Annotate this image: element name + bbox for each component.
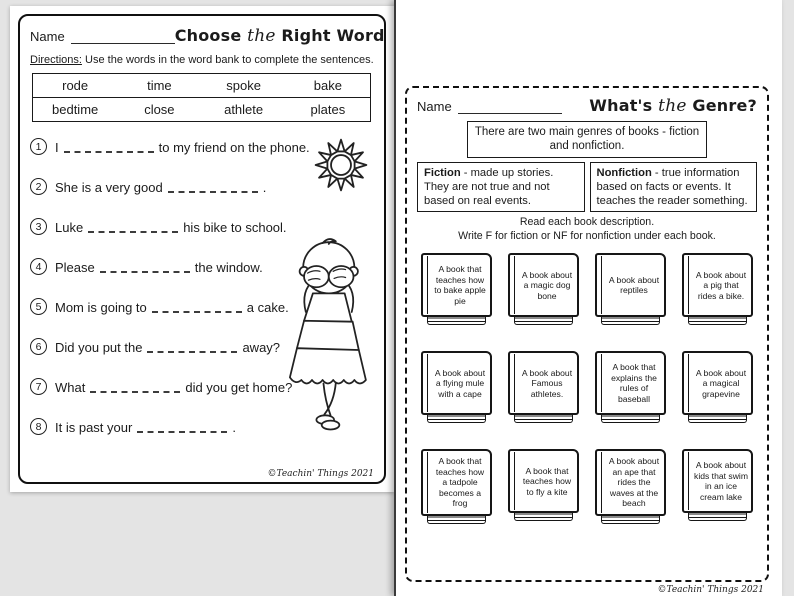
- sentence-blank: [152, 303, 242, 313]
- sentence-row: [30, 418, 374, 435]
- name-line: [458, 101, 562, 114]
- word-bank-cell: rode: [62, 78, 89, 93]
- title-word-tail: Right Word: [281, 26, 385, 45]
- book-item: [682, 253, 753, 325]
- sentence-blank: [147, 343, 237, 353]
- name-field: [417, 99, 562, 114]
- word-bank-cell: bedtime: [52, 102, 99, 117]
- sentence-text-before: Did you put the: [55, 340, 143, 355]
- sentence-number: 5: [30, 298, 47, 315]
- nonfiction-box: [590, 162, 758, 212]
- book-cover: A book about Famous athletes.: [508, 351, 579, 415]
- worksheet-whats-the-genre: [394, 0, 782, 596]
- word-bank-cell: athlete: [224, 102, 264, 117]
- instructions-line2: Write F for fiction or NF for nonfiction under each book.: [458, 229, 716, 242]
- book-item: [682, 351, 753, 423]
- sentence-text-before: It is past your: [55, 420, 133, 435]
- word-bank-row: [33, 74, 370, 97]
- book-cover: A book that teaches how a tadpole becomes a frog: [421, 449, 492, 515]
- book-cover: A book that teaches how to fly a kite: [508, 449, 579, 513]
- sentence-blank: [168, 183, 258, 193]
- title-word-lead: Choose: [174, 26, 242, 45]
- page-title: [589, 96, 757, 116]
- sentence-blank: [90, 383, 180, 393]
- intro-box: There are two main genres of books - fiction and nonfiction.: [467, 121, 707, 158]
- title-word-tail: Genre?: [692, 96, 757, 115]
- sentence-text-before: Luke: [55, 220, 84, 235]
- word-bank-cell: spoke: [226, 78, 261, 93]
- sentence-row: [30, 298, 374, 315]
- sentence-row: [30, 338, 374, 355]
- book-item: [595, 449, 666, 523]
- book-cover: A book that teaches how to bake apple pie: [421, 253, 492, 317]
- sentence-number: 3: [30, 218, 47, 235]
- name-line: [71, 31, 175, 44]
- word-bank-cell: time: [147, 78, 172, 93]
- fiction-box: [417, 162, 585, 212]
- sentence-text-before: Please: [55, 260, 95, 275]
- sentence-text-before: What: [55, 380, 86, 395]
- book-cover: A book that explains the rules of baseball: [595, 351, 666, 415]
- sentence-text-after: his bike to school.: [183, 220, 287, 235]
- directions-label: Directions:: [30, 54, 82, 66]
- book-item: [682, 449, 753, 523]
- right-header: [417, 96, 757, 116]
- book-item: [421, 253, 492, 325]
- book-item: [595, 253, 666, 325]
- sentence-text-after: did you get home?: [185, 380, 293, 395]
- book-item: [421, 449, 492, 523]
- directions-text: Use the words in the word bank to complete the sentences.: [85, 54, 374, 66]
- book-cover: A book about a magic dog bone: [508, 253, 579, 317]
- sentence-row: [30, 378, 374, 395]
- sentence-number: 8: [30, 418, 47, 435]
- fiction-label: Fiction: [424, 166, 461, 179]
- title-word-script: the: [247, 26, 276, 46]
- page-title: [175, 26, 385, 46]
- books-grid: [421, 253, 753, 523]
- sentence-row: [30, 258, 374, 275]
- word-bank-cell: plates: [310, 102, 346, 117]
- sentence-number: 2: [30, 178, 47, 195]
- left-header: [30, 26, 385, 46]
- sentence-text-after: .: [262, 180, 267, 195]
- sentence-text-before: She is a very good: [55, 180, 163, 195]
- book-item: [421, 351, 492, 423]
- sentence-text-after: to my friend on the phone.: [158, 140, 310, 155]
- book-item: [508, 449, 579, 523]
- word-bank-row: [33, 97, 370, 121]
- sentence-text-after: away?: [242, 340, 281, 355]
- copyright-left: ©Teachin' Things 2021: [267, 469, 374, 479]
- sentence-blank: [137, 423, 227, 433]
- book-item: [595, 351, 666, 423]
- book-cover: A book about a pig that rides a bike.: [682, 253, 753, 317]
- name-label: Name: [30, 28, 65, 44]
- sentence-number: 1: [30, 138, 47, 155]
- worksheet-left-border: [18, 14, 386, 484]
- sentence-text-before: I: [55, 140, 59, 155]
- fiction-text: - made up stories. They are not true and not based on real events.: [424, 166, 554, 207]
- book-cover: A book about reptiles: [595, 253, 666, 317]
- instructions-line1: Read each book description.: [519, 215, 655, 228]
- sentence-text-before: Mom is going to: [55, 300, 147, 315]
- sentence-blank: [100, 263, 190, 273]
- worksheet-choose-right-word: [10, 6, 394, 492]
- book-cover: A book about kids that swim in an ice cream lake: [682, 449, 753, 513]
- title-word-script: the: [658, 96, 687, 116]
- word-bank-cell: bake: [313, 78, 342, 93]
- sentence-blank: [64, 143, 154, 153]
- directions: [30, 54, 374, 66]
- nonfiction-label: Nonfiction: [596, 166, 652, 179]
- book-cover: A book about a magical grapevine: [682, 351, 753, 415]
- sentence-text-after: .: [232, 420, 236, 435]
- sentence-text-after: the window.: [194, 260, 263, 275]
- instructions: [417, 216, 757, 244]
- word-bank-cell: close: [144, 102, 175, 117]
- sentence-row: [30, 178, 374, 195]
- genre-definitions: [417, 162, 757, 212]
- book-cover: A book about an ape that rides the waves at the beach: [595, 449, 666, 515]
- book-cover: A book about a flying mule with a cape: [421, 351, 492, 415]
- sentence-number: 4: [30, 258, 47, 275]
- copyright-right: ©Teachin' Things 2021: [657, 585, 764, 595]
- sentence-number: 6: [30, 338, 47, 355]
- sentence-row: [30, 218, 374, 235]
- book-item: [508, 351, 579, 423]
- name-field: [30, 29, 175, 44]
- sentence-blank: [88, 223, 178, 233]
- book-item: [508, 253, 579, 325]
- sentence-text-after: a cake.: [246, 300, 289, 315]
- sentences-list: [30, 138, 374, 435]
- sentence-row: [30, 138, 374, 155]
- word-bank: [32, 73, 371, 122]
- sentence-number: 7: [30, 378, 47, 395]
- name-label: Name: [417, 98, 452, 114]
- nonfiction-text: - true information based on facts or events. It teaches the reader something.: [596, 166, 748, 207]
- title-word-lead: What's: [589, 96, 653, 115]
- worksheet-right-border: [405, 86, 769, 582]
